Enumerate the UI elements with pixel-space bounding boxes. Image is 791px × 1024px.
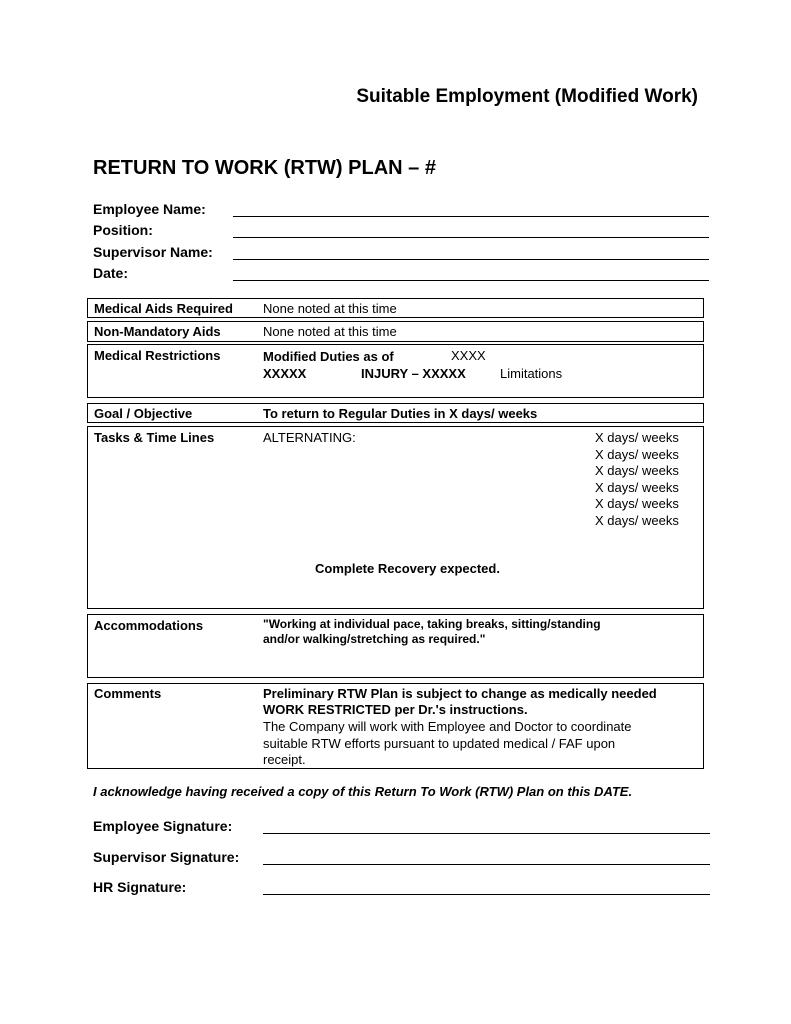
goal-objective-value: To return to Regular Duties in X days/ weeks xyxy=(263,406,538,421)
acknowledgement-text: I acknowledge having received a copy of this Return To Work (RTW) Plan on this DATE. xyxy=(93,784,633,799)
medical-restrictions-row xyxy=(87,344,704,398)
days-weeks-item: X days/ weeks xyxy=(595,480,679,495)
employee-name-label: Employee Name: xyxy=(93,201,206,217)
days-weeks-item: X days/ weeks xyxy=(595,463,679,478)
hr-signature-field[interactable] xyxy=(263,894,710,895)
restriction-code: XXXXX xyxy=(263,366,307,381)
accommodations-label: Accommodations xyxy=(94,618,204,633)
days-weeks-item: X days/ weeks xyxy=(595,430,679,445)
supervisor-signature-field[interactable] xyxy=(263,864,710,865)
modified-duties-value: XXXX xyxy=(451,348,486,363)
date-field[interactable] xyxy=(233,280,709,281)
position-label: Position: xyxy=(93,222,153,238)
goal-objective-row xyxy=(87,403,704,423)
modified-duties-text: Modified Duties as of xyxy=(263,349,394,364)
position-field[interactable] xyxy=(233,237,709,238)
non-mandatory-aids-label: Non-Mandatory Aids xyxy=(94,324,221,339)
employee-signature-field[interactable] xyxy=(263,833,710,834)
comments-label: Comments xyxy=(94,686,162,701)
accommodations-row xyxy=(87,614,704,678)
comments-line-1: Preliminary RTW Plan is subject to change as medically needed xyxy=(263,686,657,701)
medical-aids-label: Medical Aids Required xyxy=(94,301,233,316)
complete-recovery-text: Complete Recovery expected. xyxy=(315,561,500,576)
tasks-time-lines-label: Tasks & Time Lines xyxy=(94,430,215,445)
days-weeks-item: X days/ weeks xyxy=(595,447,679,462)
tasks-time-lines-row xyxy=(87,426,704,609)
non-mandatory-aids-value: None noted at this time xyxy=(263,324,397,339)
comments-line-4: suitable RTW efforts pursuant to updated medical / FAF upon xyxy=(263,736,616,751)
comments-line-5: receipt. xyxy=(263,752,306,767)
accommodations-line-1: "Working at individual pace, taking breaks, sitting/standing xyxy=(263,617,601,631)
employee-name-field[interactable] xyxy=(233,216,709,217)
goal-objective-label: Goal / Objective xyxy=(94,406,193,421)
document-title: RETURN TO WORK (RTW) PLAN – # xyxy=(93,157,436,179)
supervisor-signature-label: Supervisor Signature: xyxy=(93,849,240,865)
medical-restrictions-label: Medical Restrictions xyxy=(94,348,221,363)
days-weeks-item: X days/ weeks xyxy=(595,513,679,528)
comments-line-2: WORK RESTRICTED per Dr.'s instructions. xyxy=(263,702,528,717)
employee-signature-label: Employee Signature: xyxy=(93,818,233,834)
document-subtitle: Suitable Employment (Modified Work) xyxy=(356,86,698,107)
comments-row xyxy=(87,683,704,769)
injury-code: INJURY – XXXXX xyxy=(361,366,466,381)
comments-line-3: The Company will work with Employee and Doctor to coordinate xyxy=(263,719,632,734)
medical-aids-row xyxy=(87,298,704,318)
limitations-text: Limitations xyxy=(500,366,563,381)
supervisor-name-field[interactable] xyxy=(233,259,709,260)
supervisor-name-label: Supervisor Name: xyxy=(93,244,213,260)
alternating-text: ALTERNATING: xyxy=(263,430,356,445)
non-mandatory-aids-row xyxy=(87,321,704,342)
date-label: Date: xyxy=(93,265,129,281)
medical-aids-value: None noted at this time xyxy=(263,301,397,316)
days-weeks-item: X days/ weeks xyxy=(595,496,679,511)
accommodations-line-2: and/or walking/stretching as required." xyxy=(263,632,486,646)
hr-signature-label: HR Signature: xyxy=(93,879,187,895)
